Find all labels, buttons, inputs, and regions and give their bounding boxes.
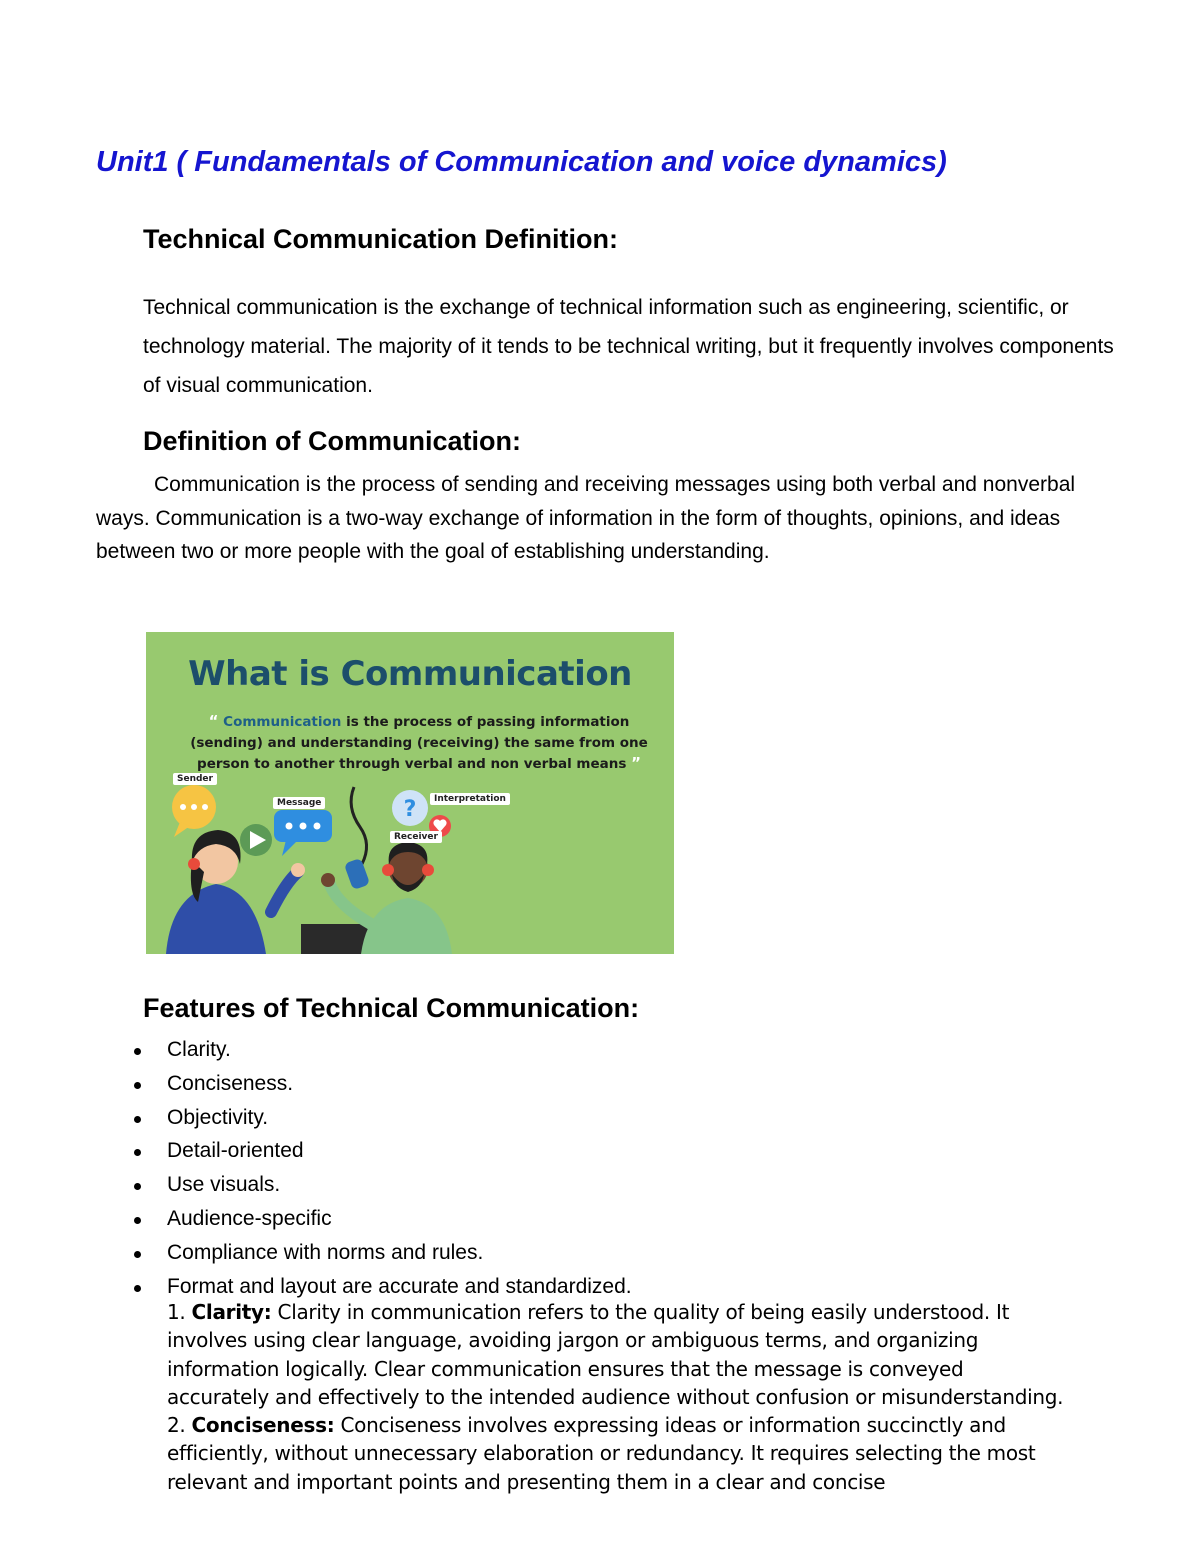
sender-person: [166, 884, 266, 954]
features-heading: Features of Technical Communication:: [143, 993, 640, 1023]
list-item: Conciseness.: [130, 1067, 1070, 1101]
communication-illustration: [146, 632, 674, 954]
bullet-icon: [134, 1251, 141, 1258]
technical-communication-paragraph: Technical communication is the exchange of technical information such as engineering, scientific, or technology material. The majority of it tends to be technical writing, but it frequently involves components of visual communication.: [143, 296, 1114, 397]
bullet-icon: [134, 1149, 141, 1156]
figure-title: What is Communication: [188, 654, 632, 694]
technical-communication-heading: Technical Communication Definition:: [143, 224, 619, 254]
figure-quote: “ Communication is the process of passing information (sending) and understanding (receiving) the same from one person to another through verbal and non verbal means ”: [190, 712, 648, 772]
bullet-icon: [134, 1082, 141, 1089]
bullet-icon: [134, 1116, 141, 1123]
list-item: Clarity.: [130, 1033, 1070, 1067]
interpretation-label: Interpretation: [430, 793, 510, 805]
microphone-icon: [351, 787, 366, 864]
bullet-icon: [134, 1217, 141, 1224]
bullet-icon: [134, 1285, 141, 1292]
list-item: Use visuals.: [130, 1168, 1070, 1202]
laptop-icon: [301, 924, 371, 954]
list-item: Compliance with norms and rules.: [130, 1236, 1070, 1270]
bullet-icon: [134, 1183, 141, 1190]
unit-title: Unit1 ( Fundamentals of Communication and voice dynamics): [96, 146, 947, 178]
list-item: Objectivity.: [130, 1101, 1070, 1135]
detail-clarity: 1. Clarity: Clarity in communication refers to the quality of being easily understood. It involves using clear language, avoiding jargon or ambiguous terms, and organizing information logically. Clear communication ensures that the message is conveyed accurately and effectively to the intended audience without confusion or misunderstanding.: [167, 1300, 1064, 1409]
svg-text:?: ?: [403, 797, 417, 822]
definition-heading: Definition of Communication:: [143, 426, 521, 456]
sender-label: Sender: [173, 773, 217, 785]
list-item: Audience-specific: [130, 1202, 1070, 1236]
list-item: Detail-oriented: [130, 1134, 1070, 1168]
list-item: Format and layout are accurate and standardized.: [130, 1270, 1070, 1304]
message-label: Message: [273, 797, 325, 809]
bullet-icon: [134, 1048, 141, 1055]
definition-paragraph: Communication is the process of sending and receiving messages using both verbal and nonverbal ways. Communication is a two-way exchange of information in the form of thoughts, opinions, and ideas between two or more people with the goal of establishing understanding.: [96, 473, 1076, 563]
detail-conciseness: 2. Conciseness: Conciseness involves expressing ideas or information succinctly and efficiently, without unnecessary elaboration or redundancy. It requires selecting the most relevant and important points and presenting them in a clear and concise: [167, 1413, 1036, 1494]
feature-details: [167, 1298, 1067, 1496]
features-list: [130, 1033, 1070, 1303]
receiver-label: Receiver: [390, 831, 442, 843]
